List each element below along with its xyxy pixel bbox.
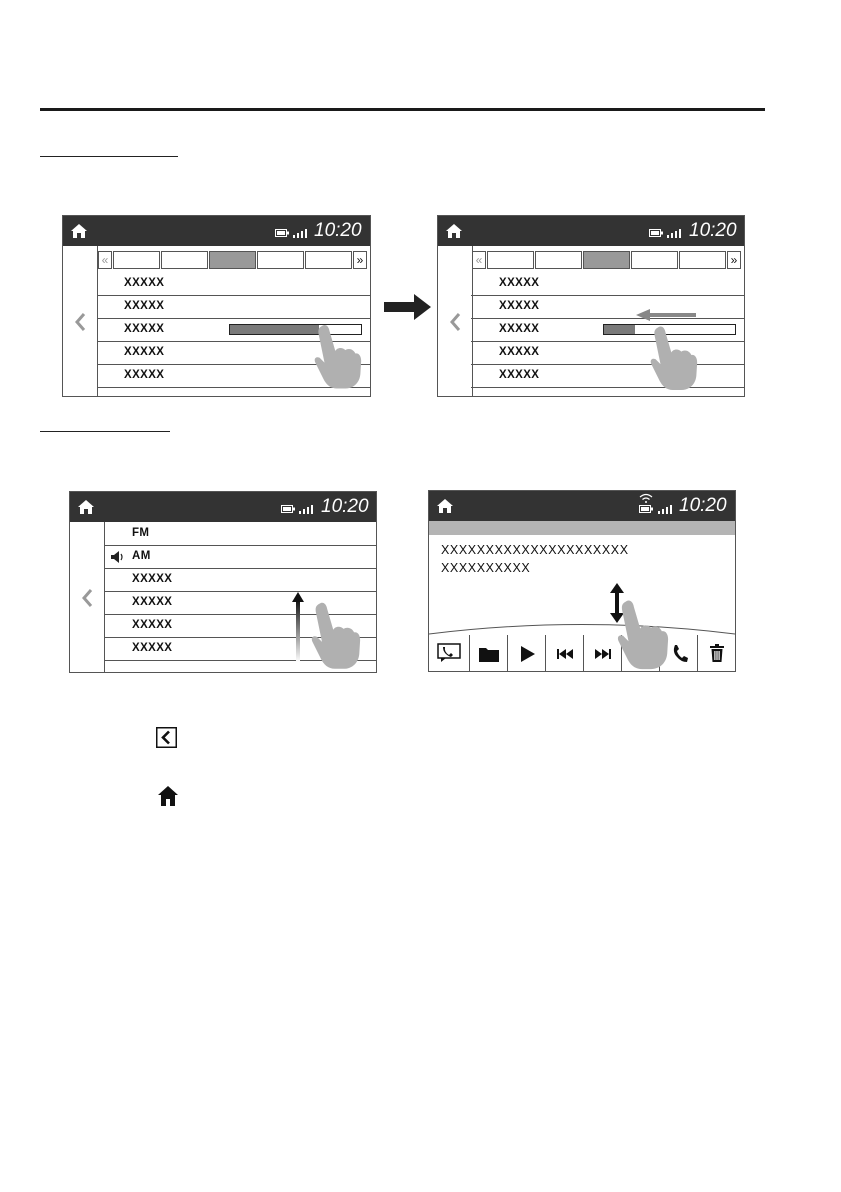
slider-fill [230, 325, 319, 334]
list-item-label: XXXXX [124, 369, 165, 381]
signal-icon [658, 504, 672, 514]
list-item-label: XXXXX [499, 346, 540, 358]
pointing-hand-icon [648, 320, 698, 395]
screen-slider-before [62, 215, 371, 397]
delete-button[interactable] [697, 635, 735, 671]
folder-button[interactable] [469, 635, 507, 671]
status-bar [429, 491, 735, 521]
list-item[interactable] [471, 365, 744, 388]
home-icon [157, 785, 179, 807]
list-item[interactable] [104, 546, 376, 569]
phone-message-icon [437, 643, 461, 663]
play-button[interactable] [507, 635, 545, 671]
tab[interactable] [679, 251, 726, 269]
list-item-label: XXXXX [499, 300, 540, 312]
section-1-heading-underline [40, 156, 178, 157]
clock-time: 10:20 [679, 495, 727, 516]
scroll-left-icon[interactable]: « [98, 251, 112, 269]
screen-list-scroll [69, 491, 377, 673]
tab-active[interactable] [209, 251, 256, 269]
battery-icon [275, 228, 291, 238]
tab[interactable] [487, 251, 534, 269]
list-item-label: XXXXX [124, 277, 165, 289]
home-icon[interactable] [77, 498, 95, 516]
speaker-icon [111, 551, 127, 563]
home-icon[interactable] [436, 497, 454, 515]
list-item[interactable] [471, 273, 744, 296]
list-item[interactable] [471, 296, 744, 319]
previous-track-button[interactable] [545, 635, 583, 671]
clock-time: 10:20 [689, 220, 737, 241]
tab[interactable] [535, 251, 582, 269]
back-column[interactable] [70, 522, 105, 672]
clock-time: 10:20 [321, 496, 369, 517]
slider-fill [604, 325, 635, 334]
pointing-hand-icon [309, 596, 361, 673]
back-column[interactable] [63, 246, 98, 396]
list-item-label: XXXXX [124, 300, 165, 312]
list-item-label: XXXXX [499, 323, 540, 335]
tab[interactable] [161, 251, 208, 269]
list-item-label: XXXXX [124, 346, 165, 358]
signal-icon [299, 504, 313, 514]
tab[interactable] [631, 251, 678, 269]
pointing-hand-icon [312, 317, 362, 395]
trash-icon [710, 644, 724, 662]
pointing-hand-icon [615, 595, 669, 672]
tab-strip [472, 251, 744, 269]
tab[interactable] [257, 251, 304, 269]
back-chevron-icon[interactable] [449, 312, 461, 332]
battery-icon [639, 504, 655, 514]
phone-message-button[interactable] [429, 635, 469, 671]
list-item-label: XXXXX [132, 642, 173, 654]
next-track-icon [595, 649, 611, 659]
back-chevron-icon[interactable] [81, 588, 93, 608]
list-item-label: FM [132, 527, 150, 539]
list-item-with-slider[interactable] [471, 319, 744, 342]
status-bar [70, 492, 376, 522]
tab[interactable] [305, 251, 352, 269]
previous-track-icon [557, 649, 573, 659]
scroll-right-icon[interactable]: » [353, 251, 367, 269]
list-item-label: XXXXX [132, 619, 173, 631]
section-2-heading-underline [40, 431, 170, 432]
battery-icon [649, 228, 665, 238]
list-item[interactable] [104, 523, 376, 546]
list-item[interactable] [98, 273, 370, 296]
button-row-arc [429, 621, 735, 635]
signal-icon [293, 228, 307, 238]
tab-strip [97, 251, 370, 269]
scroll-right-icon[interactable]: » [727, 251, 741, 269]
back-chevron-icon [156, 727, 177, 748]
list-item-label: XXXXX [124, 323, 165, 335]
tab-active[interactable] [583, 251, 630, 269]
right-arrow-icon [384, 292, 432, 322]
status-bar [438, 216, 744, 246]
home-icon[interactable] [445, 222, 463, 240]
phone-icon [672, 645, 688, 663]
list-item[interactable] [104, 569, 376, 592]
scroll-left-icon[interactable]: « [472, 251, 486, 269]
up-arrow-icon [292, 592, 304, 662]
list-item-label: XXXXX [132, 573, 173, 585]
list-item[interactable] [471, 342, 744, 365]
action-button-row [429, 635, 735, 671]
screen-slider-after [437, 215, 745, 397]
screen-message-scroll [428, 490, 736, 672]
signal-icon [667, 228, 681, 238]
home-icon[interactable] [70, 222, 88, 240]
status-bar [63, 216, 370, 246]
back-chevron-icon[interactable] [74, 312, 86, 332]
list-item-label: XXXXX [132, 596, 173, 608]
list-item-label: XXXXX [499, 277, 540, 289]
list-item[interactable] [98, 296, 370, 319]
list-item-label: AM [132, 550, 151, 562]
tab[interactable] [113, 251, 160, 269]
back-column[interactable] [438, 246, 473, 396]
play-icon [521, 646, 535, 662]
list-item-label: XXXXX [499, 369, 540, 381]
message-text-line: XXXXXXXXXX [441, 561, 531, 575]
page-top-rule [40, 108, 765, 111]
message-header-strip [429, 521, 735, 535]
folder-icon [479, 646, 499, 662]
wifi-icon [639, 493, 653, 503]
message-text-line: XXXXXXXXXXXXXXXXXXXXX [441, 543, 629, 557]
battery-icon [281, 504, 297, 514]
clock-time: 10:20 [314, 220, 362, 241]
